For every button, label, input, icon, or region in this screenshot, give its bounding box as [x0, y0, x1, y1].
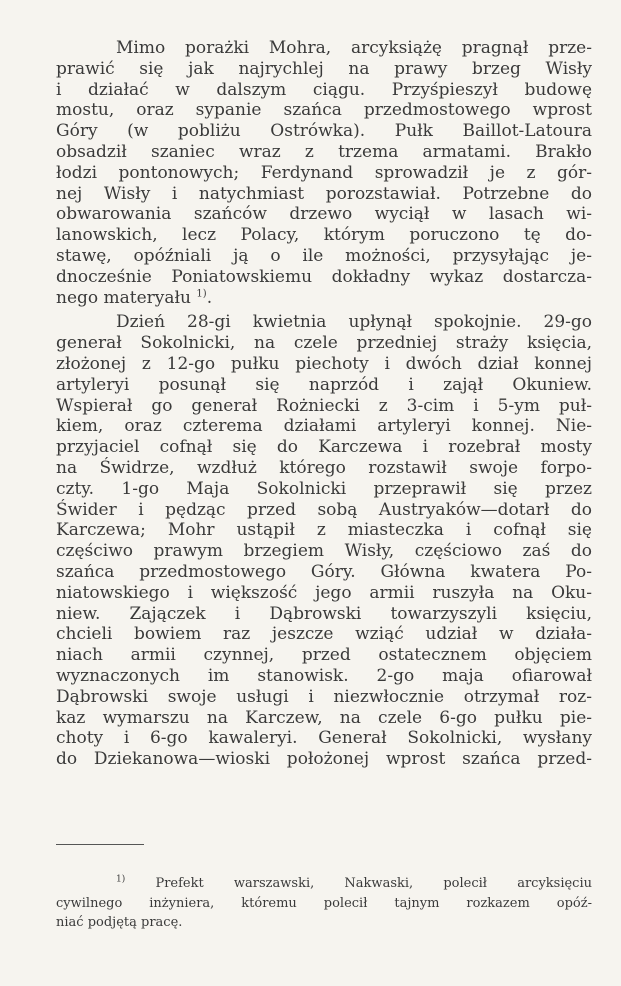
text-line: częściwo prawym brzegiem Wisły, częściowo zaś do — [56, 541, 592, 562]
text-line: stawę, opóźniali ją o ile możności, przysyłając je- — [56, 245, 592, 266]
text-line: choty i 6-go kawaleryi. Generał Sokolnicki, wysłany — [56, 728, 592, 749]
text-line: generał Sokolnicki, na czele przedniej straży księcia, — [56, 333, 592, 354]
text-line: dnocześnie Poniatowskiemu dokładny wykaz dostarcza- — [56, 266, 592, 287]
footnote-mark: 1) — [116, 874, 126, 885]
footnote-reference[interactable]: 1) — [196, 287, 207, 299]
text-line: Mimo porażki Mohra, arcyksiążę pragnął prze- — [116, 38, 592, 58]
text-line: obsadził szaniec wraz z trzema armatami. Brakło — [56, 141, 592, 162]
text-line: szańca przedmostowego Góry. Główna kwatera Po- — [56, 561, 592, 582]
text-line: niew. Zajączek i Dąbrowski towarzyszyli księciu, — [56, 603, 592, 624]
text-line: Dąbrowski swoje usługi i niezwłocznie otrzymał roz- — [56, 686, 592, 707]
footnote-divider — [56, 844, 144, 845]
text-line: nego materyału $^{1)}$. — [56, 287, 213, 308]
text-line: prawić się jak najrychlej na prawy brzeg Wisły — [56, 58, 592, 79]
paragraph-2 — [56, 312, 592, 770]
paragraph-1 — [56, 38, 592, 308]
text-line: łodzi pontonowych; Ferdynand sprowadził je z gór- — [56, 162, 592, 183]
text-line: Wspierał go generał Rożniecki z 3-cim i 5-ym puł- — [56, 395, 592, 416]
text-line: Świder i pędząc przed sobą Austryaków—dotarł do — [56, 499, 592, 520]
text-line: złożonej z 12-go pułku piechoty i dwóch dział konnej — [56, 353, 592, 374]
footnote-line: cywilnego inżyniera, któremu polecił tajnym rozkazem opóź- — [56, 895, 592, 911]
text-line: lanowskich, lecz Polacy, którym poruczono tę do- — [56, 225, 592, 246]
text-line: niatowskiego i większość jego armii ruszyła na Oku- — [56, 582, 592, 603]
footnote-line — [56, 874, 592, 894]
text-line: wyznaczonych im stanowisk. 2-go maja ofiarował — [56, 665, 592, 686]
text-line: przyjaciel cofnął się do Karczewa i rozebrał mosty — [56, 437, 592, 458]
footnote-line-content: Prefekt warszawski, Nakwaski, polecił arcyksięciu — [155, 876, 592, 891]
text-line: Góry (w pobliżu Ostrówka). Pułk Baillot-Latoura — [56, 121, 592, 142]
text-line: artyleryi posunął się naprzód i zajął Okuniew. — [56, 374, 592, 395]
text-line: obwarowania szańców drzewo wyciął w lasach wi- — [56, 204, 592, 225]
text-line: mostu, oraz sypanie szańca przedmostowego wprost — [56, 100, 592, 121]
text-line: na Świdrze, wzdłuż którego rozstawił swoje forpo- — [56, 457, 592, 478]
text-line: czty. 1-go Maja Sokolnicki przeprawił się przez — [56, 478, 592, 499]
footnote-line: niać podjętą pracę. — [56, 915, 183, 930]
text-line: niach armii czynnej, przed ostatecznem objęciem — [56, 645, 592, 666]
text-line: kiem, oraz czterema działami artyleryi konnej. Nie- — [56, 416, 592, 437]
text-line: nej Wisły i natychmiast porozstawiał. Potrzebne do — [56, 183, 592, 204]
text-line: i działać w dalszym ciągu. Przyśpieszył budowę — [56, 79, 592, 100]
footnote — [56, 874, 592, 933]
text-line: kaz wymarszu na Karczew, na czele 6-go pułku pie- — [56, 707, 592, 728]
text-line-content: nego materyału — [56, 287, 192, 308]
text-line: do Dziekanowa—wioski położonej wprost szańca przed- — [56, 749, 592, 770]
text-line: Karczewa; Mohr ustąpił z miasteczka i cofnął się — [56, 520, 592, 541]
text-line: Dzień 28-gi kwietnia upłynął spokojnie. 29-go — [116, 312, 592, 333]
text-line: chcieli bowiem raz jeszcze wziąć udział w działa- — [56, 624, 592, 645]
body-text — [56, 38, 592, 770]
